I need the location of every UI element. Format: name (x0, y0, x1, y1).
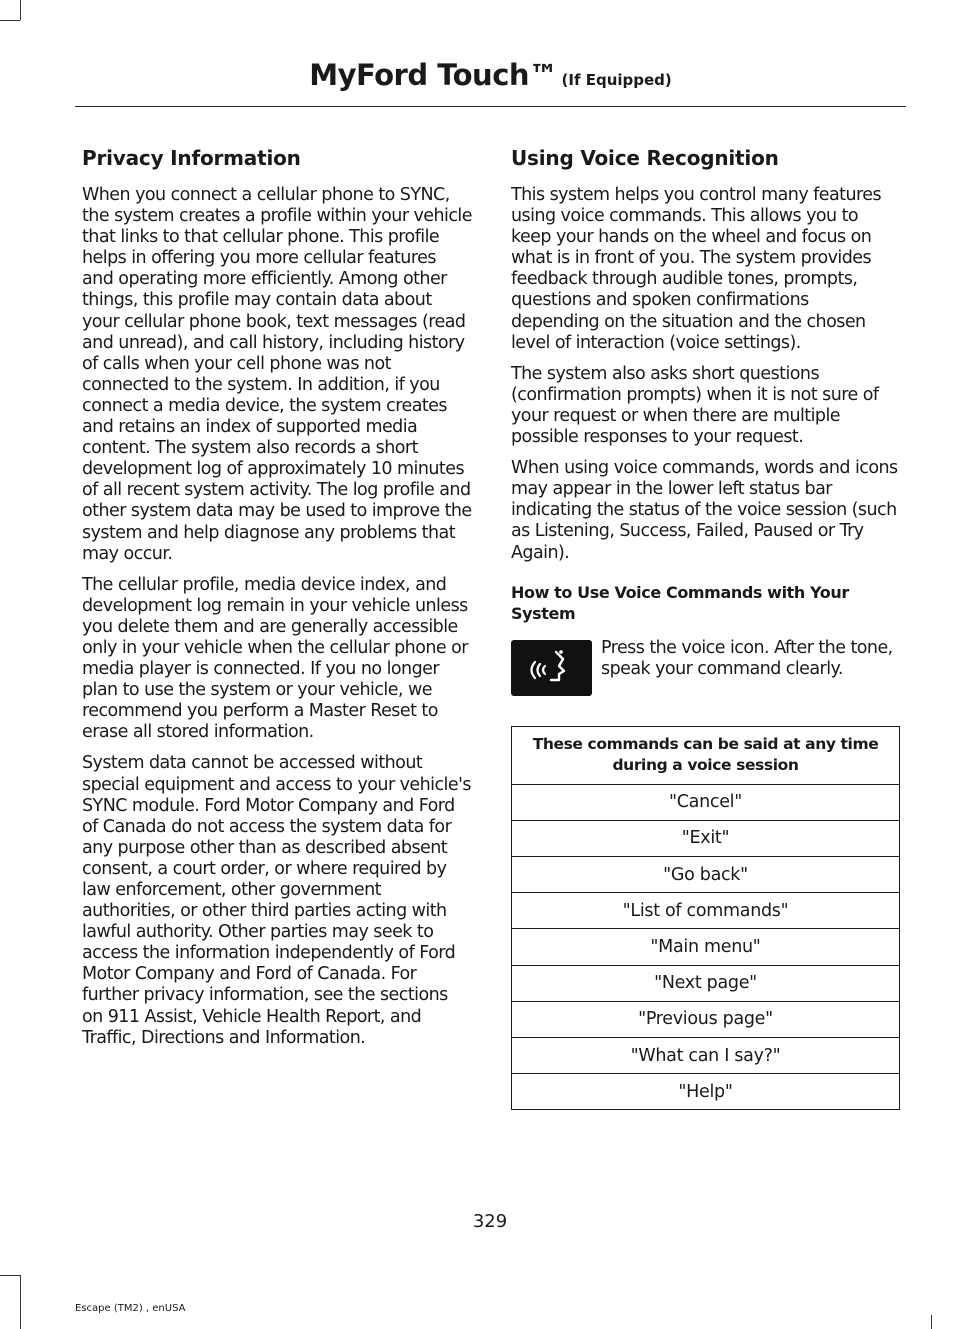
page-subtitle: (If Equipped) (561, 71, 672, 89)
command-cell: "Main menu" (512, 929, 900, 965)
command-cell: "What can I say?" (512, 1037, 900, 1073)
table-row (512, 1001, 900, 1037)
voice-subheading: How to Use Voice Commands with Your System (511, 582, 849, 623)
footer-text: Escape (TM2) , enUSA (75, 1303, 186, 1314)
voice-icon (511, 640, 592, 696)
command-cell: "Go back" (512, 856, 900, 892)
privacy-paragraph: When you connect a cellular phone to SYNC, the system creates a profile within your vehicle that links to that cellular phone. This profile helps in offering you more cellular features and operating more efficiently. Among other things, this profile may contain data about your cellular phone book, text messages (read and unread), and call history, including history of calls when your cell phone was not connected to the system. In addition, if you connect a media device, the system creates and retains an index of supported media content. The system also records a short development log of approximately 10 minutes of all recent system activity. The log profile and other system data may be used to improve the system and help diagnose any problems that may occur. (82, 185, 472, 564)
table-header: These commands can be said at any time during a voice session (512, 726, 900, 784)
voice-heading: Using Voice Recognition (511, 146, 779, 170)
table-row (512, 893, 900, 929)
left-column (82, 146, 472, 1059)
privacy-heading: Privacy Information (82, 146, 301, 170)
command-cell: "Help" (512, 1074, 900, 1110)
page-number: 329 (472, 1211, 508, 1232)
crop-mark (20, 1275, 21, 1329)
command-cell: "Cancel" (512, 784, 900, 820)
table-row (512, 820, 900, 856)
table-row (512, 929, 900, 965)
command-cell: "List of commands" (512, 893, 900, 929)
crop-mark (0, 1275, 20, 1276)
privacy-paragraph: The cellular profile, media device index, and development log remain in your vehicle unless you delete them and are generally accessible only in your vehicle when the cellular phone or media player is connected. If you no longer plan to use the system or your vehicle, we recommend you perform a Master Reset to erase all stored information. (82, 574, 468, 743)
voice-paragraph: When using voice commands, words and icons may appear in the lower left status bar indicating the status of the voice session (such as Listening, Success, Failed, Paused or Try Again). (511, 458, 898, 563)
page-title: MyFord Touch™ (309, 58, 558, 92)
voice-instruction (511, 638, 901, 696)
table-row (512, 1074, 900, 1110)
table-row (512, 1037, 900, 1073)
commands-table (511, 726, 900, 1111)
crop-mark (0, 20, 20, 21)
table-row (512, 965, 900, 1001)
voice-instruction-text: Press the voice icon. After the tone, speak your command clearly. (601, 637, 893, 679)
voice-paragraph: This system helps you control many features using voice commands. This allows you to keep your hands on the wheel and focus on what is in front of you. The system provides feedback through audible tones, prompts, questions and spoken confirmations depending on the situation and the chosen level of interaction (voice settings). (511, 185, 882, 353)
table-row (512, 856, 900, 892)
command-cell: "Previous page" (512, 1001, 900, 1037)
command-cell: "Next page" (512, 965, 900, 1001)
command-cell: "Exit" (512, 820, 900, 856)
voice-paragraph: The system also asks short questions (confirmation prompts) when it is not sure of your request or when there are multiple possible responses to your request. (511, 363, 879, 448)
page-header (75, 58, 906, 92)
right-column (511, 146, 901, 1110)
crop-mark (931, 1315, 932, 1329)
table-row (512, 784, 900, 820)
privacy-paragraph: System data cannot be accessed without special equipment and access to your vehicle's SYNC module. Ford Motor Company and Ford of Canada do not access the system data for any purpose other than as described absent consent, a court order, or where required by law enforcement, other government authorities, or other third parties acting with lawful authority. Other parties may seek to access the information independently of Ford Motor Company and Ford of Canada. For further privacy information, see the sections on 911 Assist, Vehicle Health Report, and Traffic, Directions and Information. (82, 753, 471, 1048)
crop-mark (20, 0, 21, 20)
header-rule (75, 106, 906, 107)
table-header-row (512, 726, 900, 784)
